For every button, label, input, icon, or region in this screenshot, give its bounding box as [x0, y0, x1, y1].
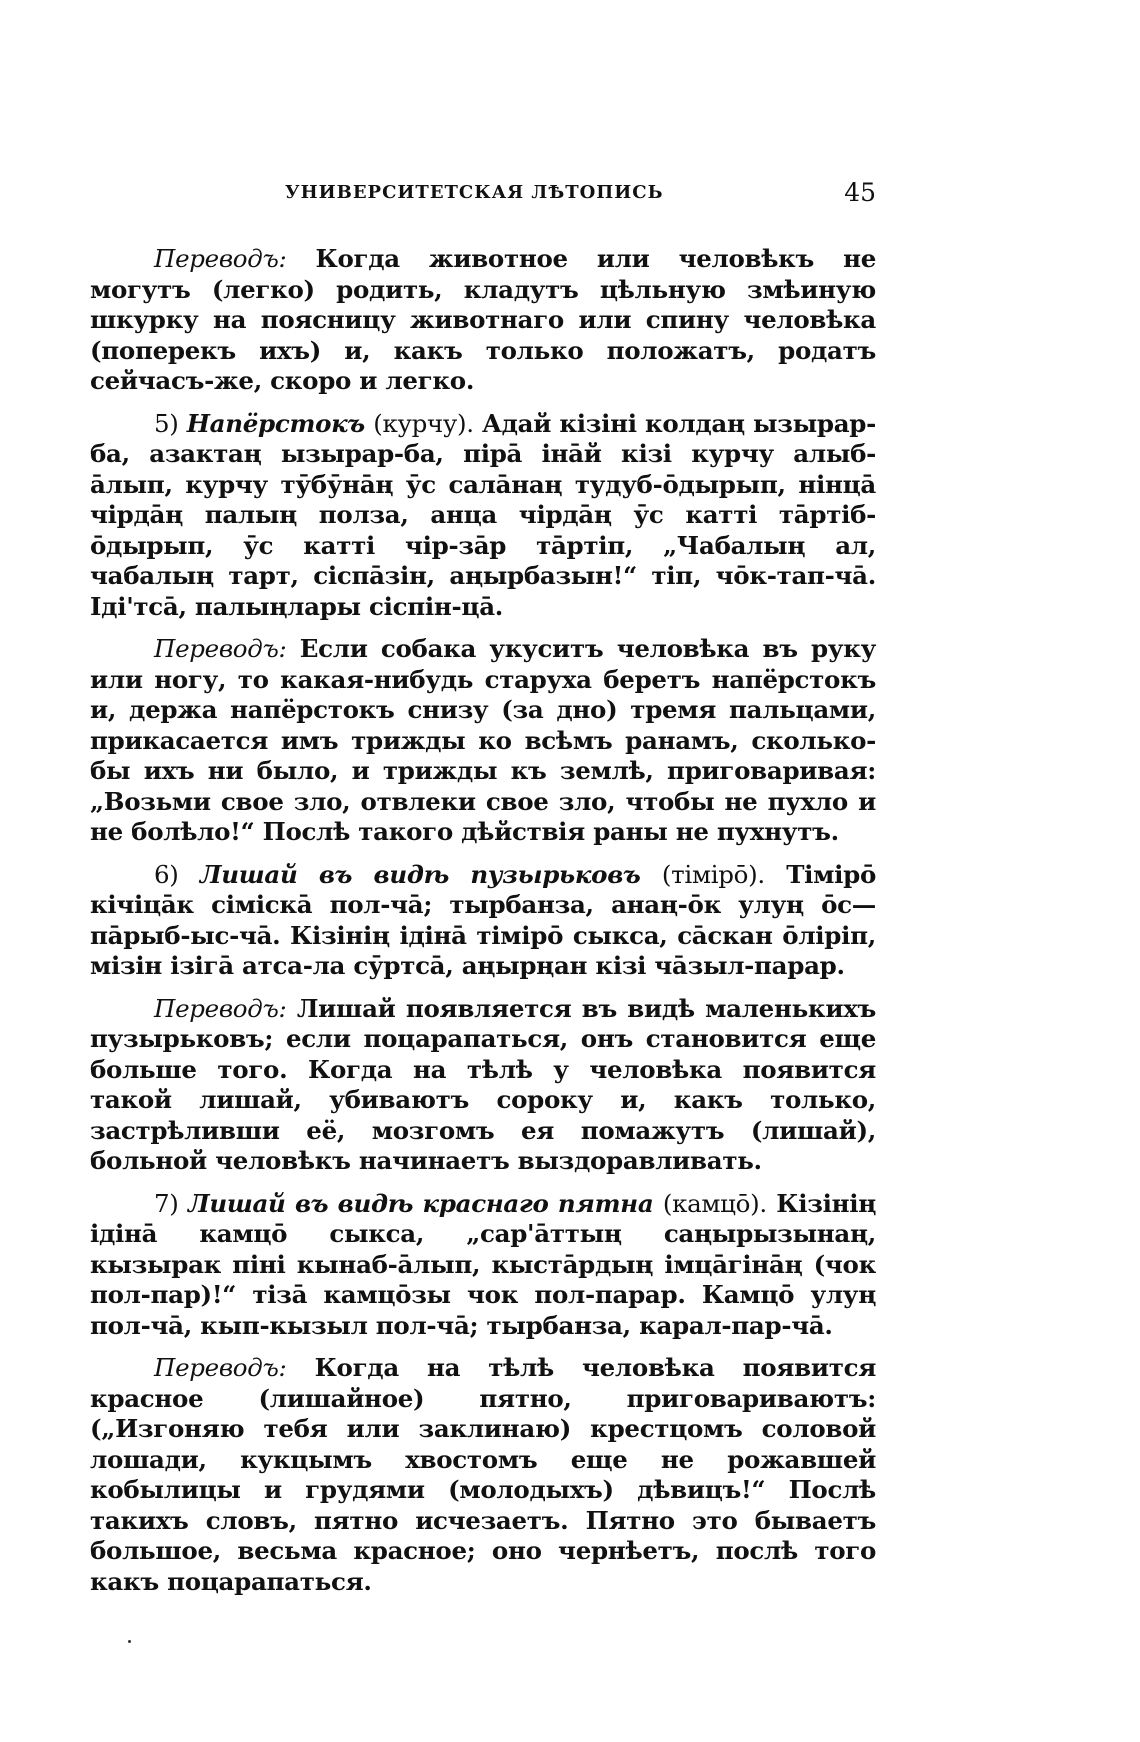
running-head — [90, 178, 876, 218]
paragraph-text: Когда животное или человѣкъ не могутъ (легко) родить, кладутъ цѣльную змѣиную шкурку на поясницу животнаго или спину человѣка (поперекъ ихъ) и, какъ только положатъ, родатъ сейчасъ-же, скоро и легко. — [90, 244, 876, 395]
entry-number: 6) — [154, 859, 179, 889]
paragraph-text: Когда на тѣлѣ человѣка появится красное (лишайное) пятно, приговариваютъ: („Изгоняю тебя или заклинаю) крестцомъ соловой лошади, кукцымъ хвостомъ еще не рожавшей кобылицы и грудями (молодыхъ) дѣвицъ!“ Послѣ такихъ словъ, пятно исчезаетъ. Пятно это бываетъ большое, весьма красное; оно чернѣетъ, послѣ того какъ поцарапаться. — [90, 1353, 877, 1596]
translation-paragraph-3 — [90, 994, 876, 1177]
entry-heading: Лишай въ видѣ пузырьковъ — [199, 859, 641, 889]
entry-number: 5) — [154, 408, 179, 438]
entry-paragraph-5 — [90, 409, 876, 623]
translation-label: Переводъ: — [154, 244, 287, 273]
entry-gloss: (курчу). — [373, 408, 474, 438]
entry-gloss: (тiмiрō). — [661, 859, 765, 889]
running-title: УНИВЕРСИТЕТСКАЯ ЛѢТОПИСЬ — [285, 182, 664, 203]
entry-paragraph-6 — [90, 860, 876, 982]
paragraph-text: Кiзiнiң iдiнā камцō сыкса, „сар'āттың саңырызынаң, кызырак пiнi кынаб-āлып, кыстāрдың iмцāгiнāң (чок пол-пар)!“ тiзā камцōзы чок пол-парар. Камцō улуң пол-чā, кып-кызыл пол-чā; тырбанза, карал-пар-чā. — [90, 1188, 877, 1340]
page-number: 45 — [844, 178, 876, 207]
entry-paragraph-7 — [90, 1189, 876, 1342]
entry-heading: Лишай въ видѣ краснаго пятна — [187, 1188, 654, 1218]
translation-paragraph-4 — [90, 1353, 876, 1597]
translation-paragraph-2 — [90, 634, 876, 848]
print-speck — [128, 1640, 131, 1643]
entry-gloss: (камцō). — [662, 1188, 767, 1218]
entry-heading: Напёрстокъ — [186, 408, 365, 438]
paragraph-text: Адай кізіні колдаң ызырар-ба, азактаң ызырар-ба, пірā інāй кізі курчу алыб-āлып, курчу тӯбӯнāң ӯс салāнаң тудуб-ōдырып, нінцā чірдāң палың полза, анца чірдāң ӯс каттi тāртiб-ōдырып, ӯс каттi чір-зāр тāртiп, „Чабалың ал, чабалың тарт, сiспāзiн, аңырбазын!“ тiп, чōк-тап-чā. Iдi'тсā, палыңлары сiспiн-цā. — [90, 408, 876, 621]
paragraph-text: Если собака укуситъ человѣка въ руку или ногу, то какая-нибудь старуха беретъ напёрстокъ и, держа напёрстокъ снизу (за дно) тремя пальцами, прикасается имъ трижды ко всѣмъ ранамъ, сколько-бы ихъ ни было, и трижды къ землѣ, приговаривая: „Возьми свое зло, отвлеки свое зло, чтобы не пухло и не болѣло!“ Послѣ такого дѣйствія раны не пухнутъ. — [90, 634, 877, 846]
paragraph-text: Тiмiрō кiчiцāк сiмiскā пол-чā; тырбанза, анаң-ōк улуң ōс—пāрыб-ыс-чā. Кiзiнiң iдiнā тiмiрō сыкса, сāскан ōлiрiп, мiзiн iзiгā атса-ла сӯртсā, аңырңан кiзi чāзыл-парар. — [90, 859, 877, 980]
paragraph-text: Лишай появляется въ видѣ маленькихъ пузырьковъ; если поцарапаться, онъ становится еще больше того. Когда на тѣлѣ у человѣка появится такой лишай, убиваютъ сороку и, какъ только, застрѣливши её, мозгомъ ея помажутъ (лишай), больной человѣкъ начинаетъ выздоравливать. — [90, 993, 876, 1175]
translation-label: Переводъ: — [154, 993, 287, 1023]
translation-paragraph-1 — [90, 244, 876, 397]
translation-label: Переводъ: — [154, 1353, 287, 1382]
translation-label: Переводъ: — [154, 634, 287, 663]
page-body — [90, 178, 876, 1609]
entry-number: 7) — [154, 1188, 179, 1218]
